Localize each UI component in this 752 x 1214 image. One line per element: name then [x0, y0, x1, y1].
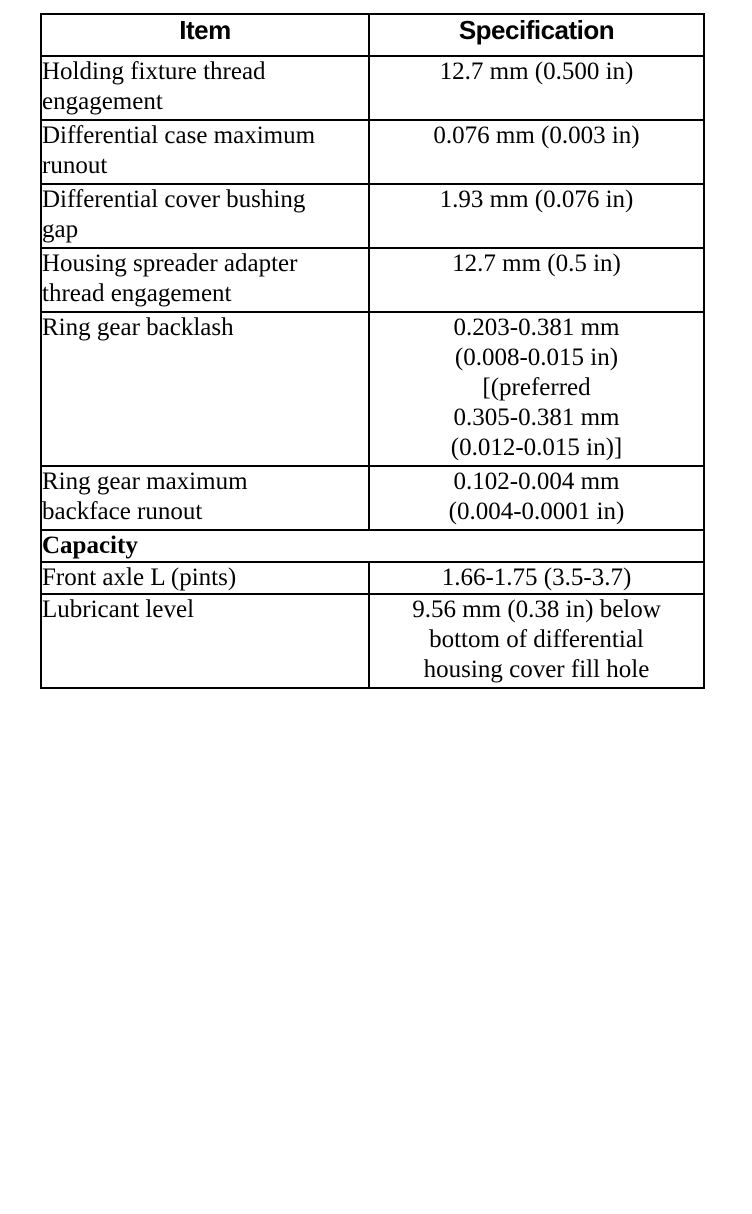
- spec-text: housing cover fill hole: [423, 656, 650, 683]
- table-row: [41, 562, 704, 594]
- item-cell: [41, 562, 369, 594]
- item-cell: [41, 120, 369, 184]
- header-row: [41, 14, 704, 56]
- table-row: [41, 184, 704, 248]
- spec-text: 1.93 mm (0.076 in): [439, 186, 634, 213]
- table-row: [41, 120, 704, 184]
- item-cell: [41, 184, 369, 248]
- spec-text: 0.102-0.004 mm: [453, 468, 620, 495]
- spec-text: [(preferred: [482, 374, 591, 401]
- header-specification: Specification: [369, 14, 704, 56]
- item-cell: [41, 466, 369, 530]
- item-text: engagement: [42, 88, 163, 115]
- item-text: thread engagement: [42, 280, 232, 307]
- table-row: [41, 312, 704, 466]
- item-text: runout: [42, 152, 108, 179]
- spec-cell: [369, 466, 704, 530]
- item-cell: [41, 248, 369, 312]
- spec-cell: [369, 594, 704, 688]
- table-row: [41, 594, 704, 688]
- spec-cell: [369, 184, 704, 248]
- section-row: [41, 530, 704, 562]
- spec-cell: [369, 562, 704, 594]
- spec-cell: [369, 312, 704, 466]
- table-row: [41, 466, 704, 530]
- spec-text: 12.7 mm (0.500 in): [439, 58, 634, 85]
- spec-cell: [369, 56, 704, 120]
- item-text: Holding fixture thread: [42, 58, 266, 85]
- item-text: Lubricant level: [42, 596, 195, 623]
- table-row: [41, 248, 704, 312]
- item-text: gap: [42, 216, 79, 243]
- item-text: Front axle L (pints): [42, 564, 237, 591]
- item-cell: [41, 56, 369, 120]
- spec-text: 9.56 mm (0.38 in) below: [412, 596, 661, 623]
- spec-text: 0.305-0.381 mm: [453, 404, 620, 431]
- spec-text: 0.076 mm (0.003 in): [433, 122, 640, 149]
- item-text: Differential case maximum: [42, 122, 316, 149]
- spec-text: (0.008-0.015 in): [454, 344, 619, 371]
- header-item: Item: [41, 14, 369, 56]
- spec-text: 12.7 mm (0.5 in): [452, 250, 621, 277]
- section-heading-capacity: Capacity: [41, 530, 704, 562]
- item-cell: [41, 594, 369, 688]
- table-row: [41, 56, 704, 120]
- item-text: Differential cover bushing: [42, 186, 306, 213]
- spec-cell: [369, 248, 704, 312]
- spec-text: (0.012-0.015 in)]: [450, 434, 623, 461]
- spec-text: bottom of differential: [429, 626, 644, 653]
- item-text: Housing spreader adapter: [42, 250, 298, 277]
- spec-text: 1.66-1.75 (3.5-3.7): [441, 564, 632, 591]
- spec-text: (0.004-0.0001 in): [448, 498, 625, 525]
- spec-cell: [369, 120, 704, 184]
- specification-table: [40, 13, 705, 689]
- item-cell: [41, 312, 369, 466]
- item-text: Ring gear maximum: [42, 468, 248, 495]
- spec-text: 0.203-0.381 mm: [453, 314, 620, 341]
- item-text: Ring gear backlash: [42, 314, 234, 341]
- item-text: backface runout: [42, 498, 203, 525]
